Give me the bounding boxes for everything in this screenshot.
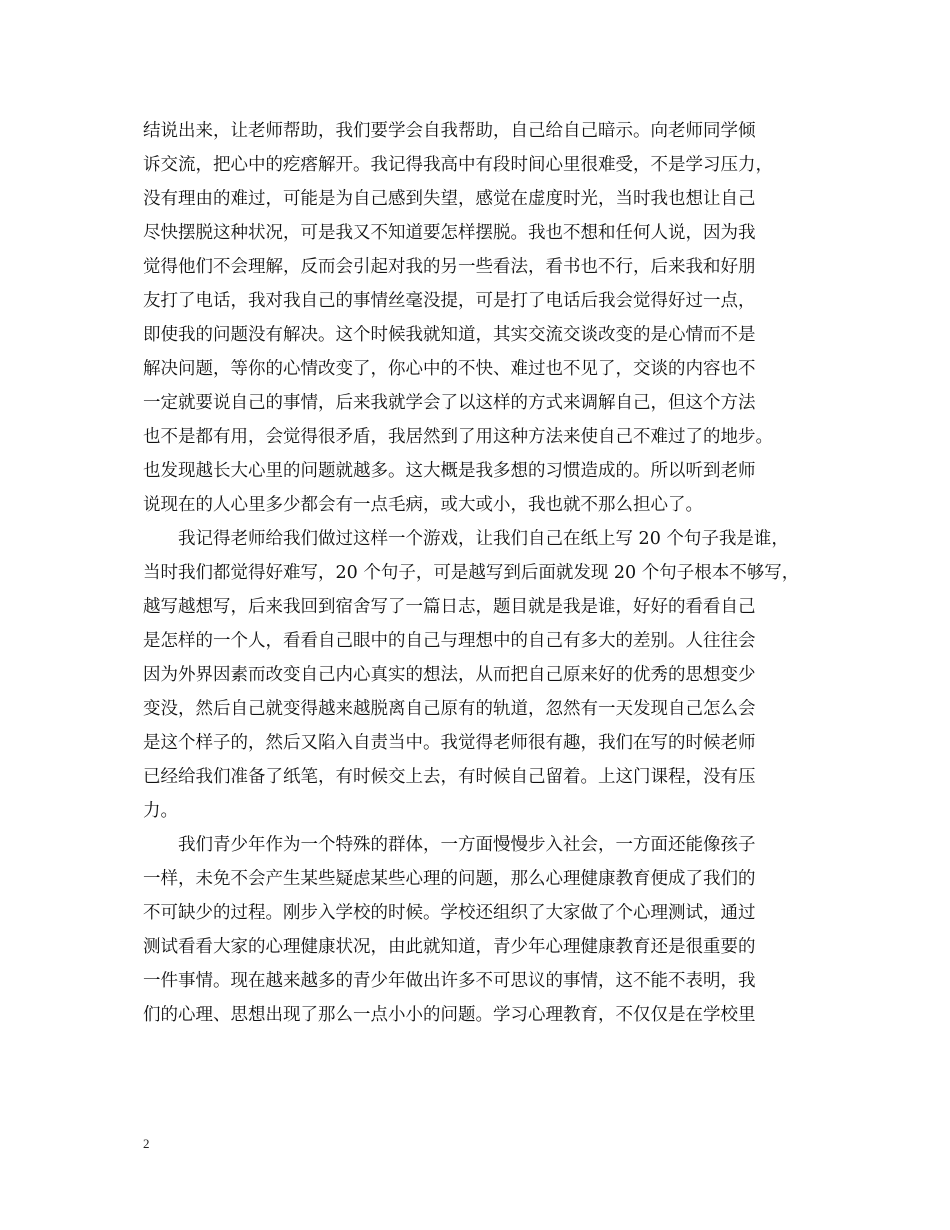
- body-text: [143, 114, 818, 1032]
- paragraph-1: [143, 114, 818, 522]
- text-line: 们的心理、思想出现了那么一点小小的问题。学习心理教育，不仅仅是在学校里: [143, 1005, 756, 1025]
- text-line: 测试看看大家的心理健康状况，由此就知道，青少年心理健康教育还是很重要的: [143, 937, 756, 957]
- text-line: 已经给我们准备了纸笔，有时候交上去，有时候自己留着。上这门课程，没有压: [143, 767, 756, 787]
- text-line: 越写越想写，后来我回到宿舍写了一篇日志，题目就是我是谁，好好的看看自己: [143, 597, 756, 617]
- text-line-indented: 我们青少年作为一个特殊的群体，一方面慢慢步入社会，一方面还能像孩子: [178, 835, 756, 855]
- page-number: 2: [143, 1136, 150, 1151]
- text-line: 诉交流，把心中的疙瘩解开。我记得我高中有段时间心里很难受，不是学习压力，: [143, 155, 773, 175]
- text-line: 因为外界因素而改变自己内心真实的想法，从而把自己原来好的优秀的思想变少: [143, 665, 756, 685]
- paragraph-3: [143, 828, 818, 1032]
- text-line: 觉得他们不会理解，反而会引起对我的另一些看法，看书也不行，后来我和好朋: [143, 257, 756, 277]
- text-line: 没有理由的难过，可能是为自己感到失望，感觉在虚度时光，当时我也想让自己: [143, 189, 756, 209]
- text-line: 即使我的问题没有解决。这个时候我就知道，其实交流交谈改变的是心情而不是: [143, 325, 756, 345]
- text-line: 是这个样子的，然后又陷入自责当中。我觉得老师很有趣，我们在写的时候老师: [143, 733, 756, 753]
- text-line: 尽快摆脱这种状况，可是我又不知道要怎样摆脱。我也不想和任何人说，因为我: [143, 223, 756, 243]
- text-line: 结说出来，让老师帮助，我们要学会自我帮助，自己给自己暗示。向老师同学倾: [143, 121, 756, 141]
- text-line: 友打了电话，我对我自己的事情丝毫没提，可是打了电话后我会觉得好过一点，: [143, 291, 756, 311]
- text-line-indented: 我记得老师给我们做过这样一个游戏，让我们自己在纸上写 20 个句子我是谁，: [178, 529, 789, 549]
- paragraph-2: [143, 522, 818, 828]
- text-line: 是怎样的一个人，看看自己眼中的自己与理想中的自己有多大的差别。人往往会: [143, 631, 756, 651]
- text-line: 也发现越长大心里的问题就越多。这大概是我多想的习惯造成的。所以听到老师: [143, 461, 756, 481]
- text-line: 变没，然后自己就变得越来越脱离自己原有的轨道，忽然有一天发现自己怎么会: [143, 699, 756, 719]
- text-line: 不可缺少的过程。刚步入学校的时候。学校还组织了大家做了个心理测试，通过: [143, 903, 756, 923]
- text-line: 解决问题，等你的心情改变了，你心中的不快、难过也不见了，交谈的内容也不: [143, 359, 756, 379]
- text-line: 说现在的人心里多少都会有一点毛病，或大或小，我也就不那么担心了。: [143, 495, 703, 515]
- text-line: 一样，未免不会产生某些疑虑某些心理的问题，那么心理健康教育便成了我们的: [143, 869, 756, 889]
- text-line: 一定就要说自己的事情，后来我就学会了以这样的方式来调解自己，但这个方法: [143, 393, 756, 413]
- text-line: 当时我们都觉得好难写，20 个句子，可是越写到后面就发现 20 个句子根本不够写，: [143, 563, 800, 583]
- text-line: 也不是都有用，会觉得很矛盾，我居然到了用这种方法来使自己不难过了的地步。: [143, 427, 773, 447]
- text-line: 一件事情。现在越来越多的青少年做出许多不可思议的事情，这不能不表明，我: [143, 971, 756, 991]
- text-line: 力。: [143, 801, 178, 821]
